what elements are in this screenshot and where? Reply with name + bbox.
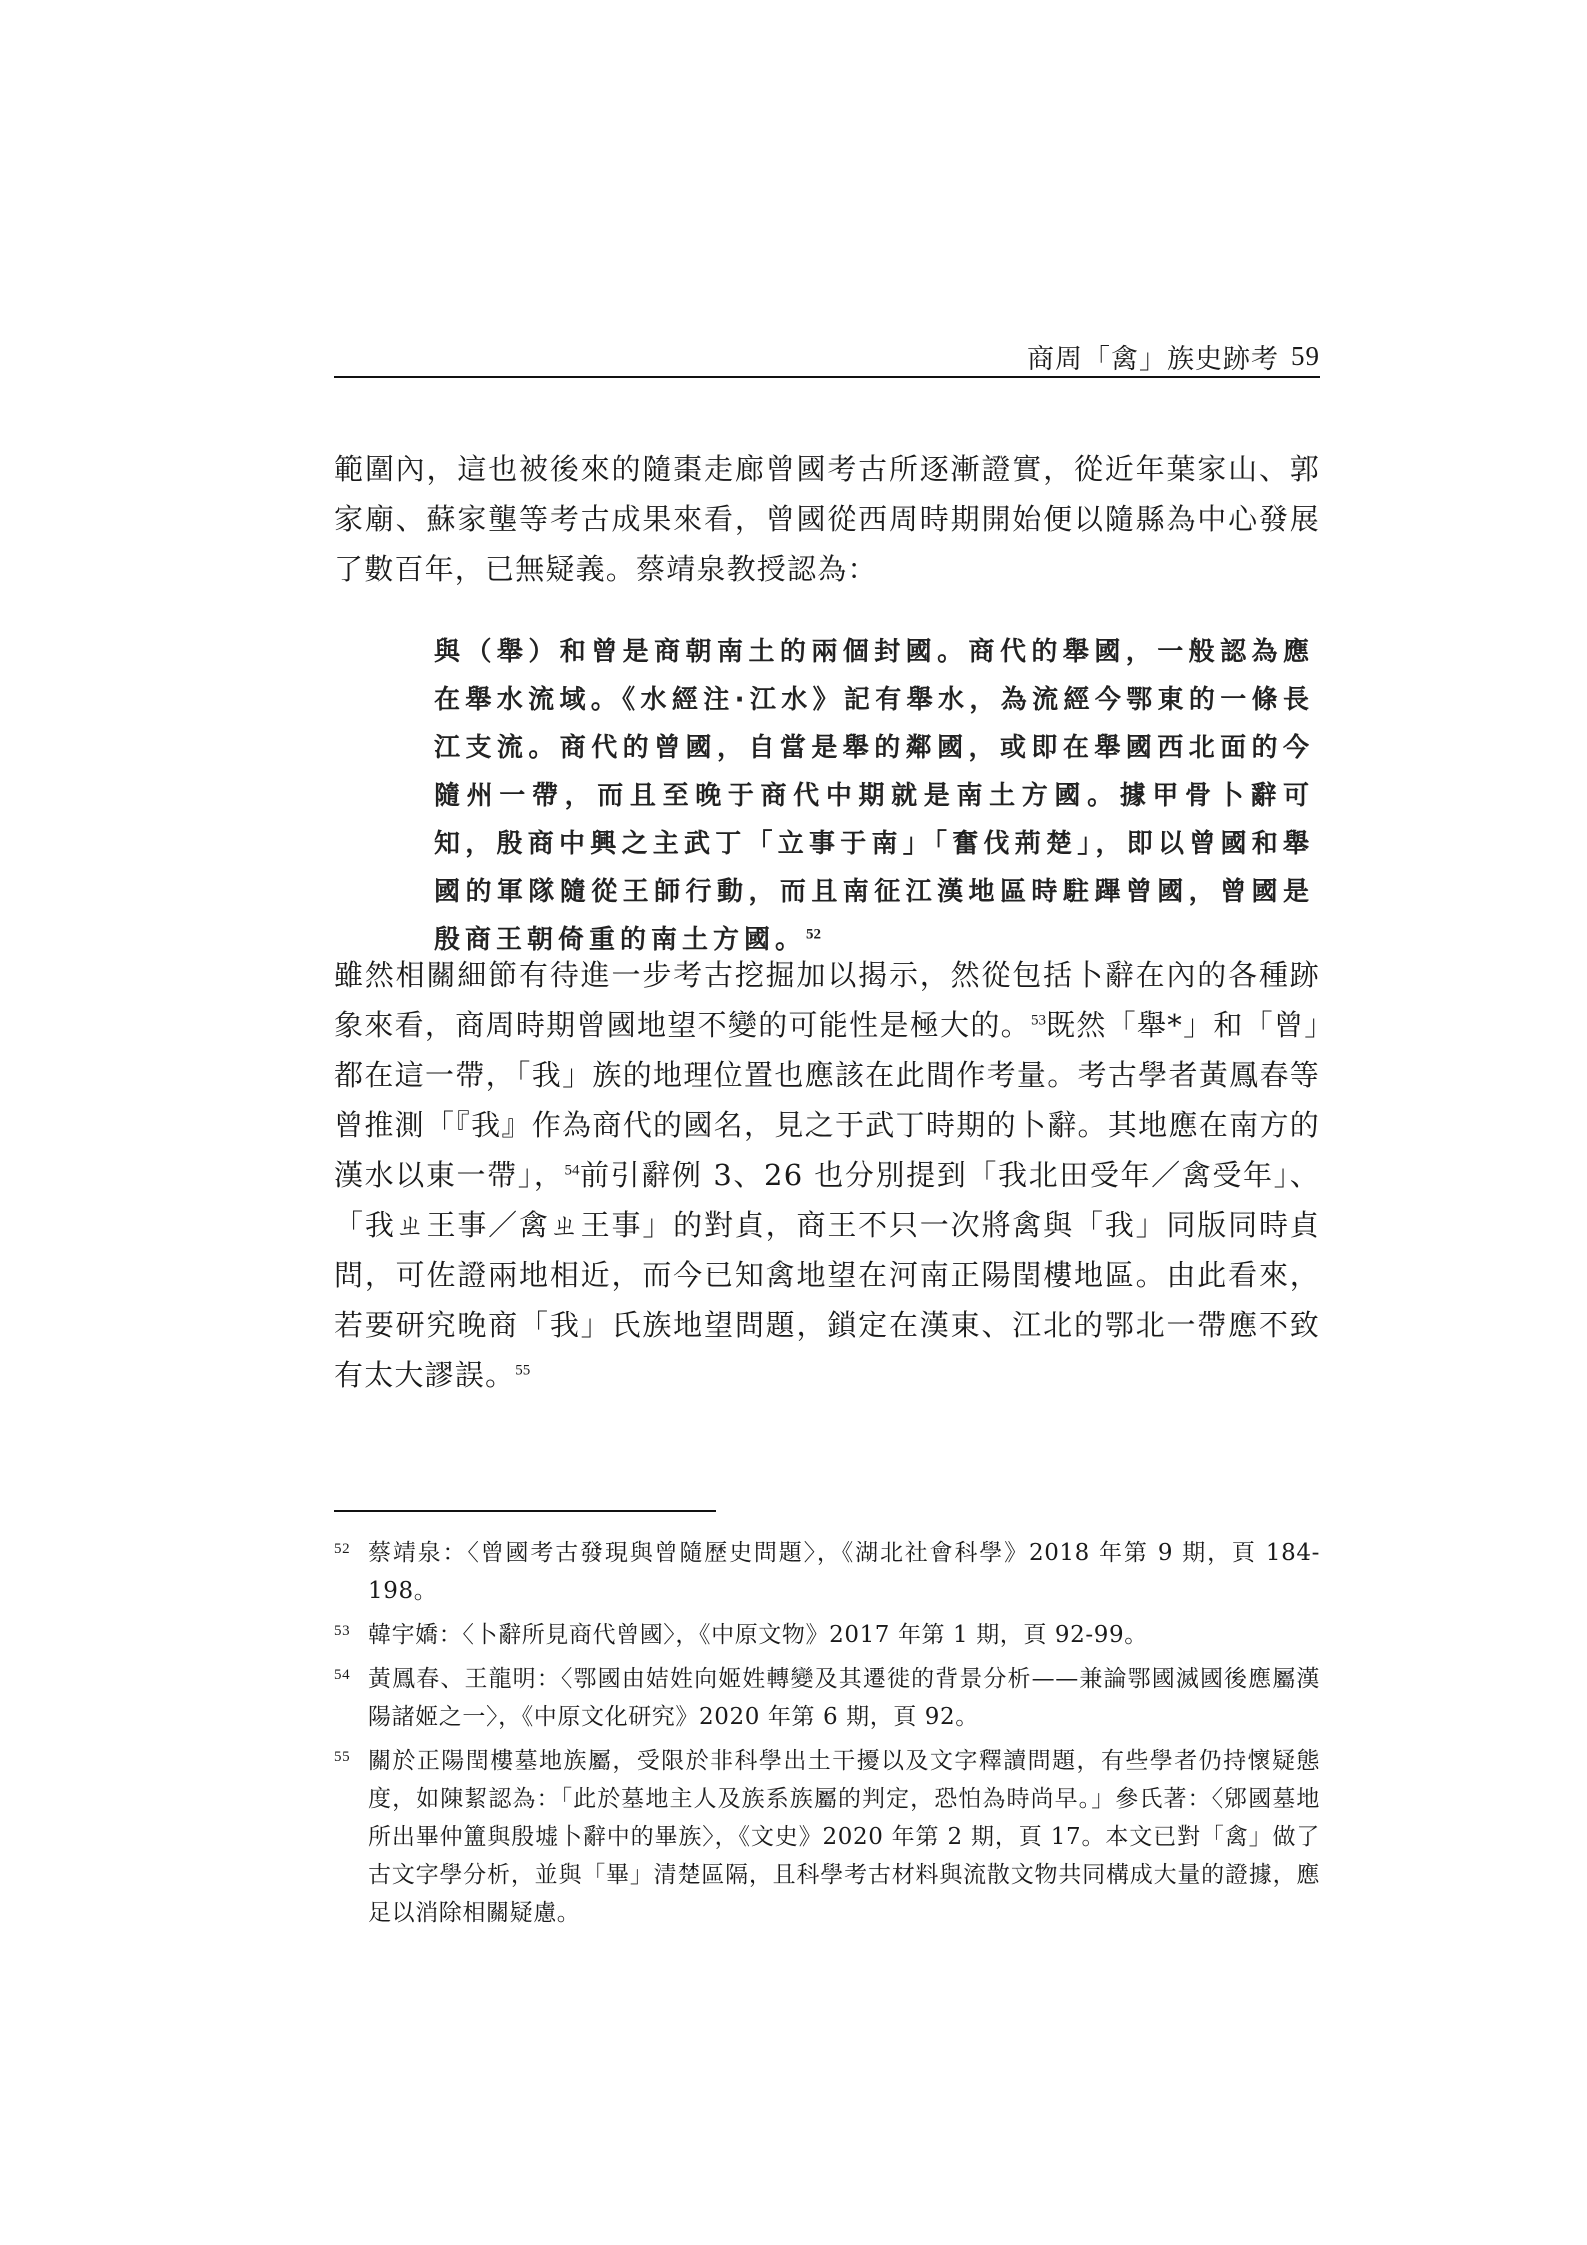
footnote-list: [334, 1534, 1320, 1938]
page-number: 59: [1291, 340, 1320, 371]
body-paragraph-2-part-c: 前引辭例 3、26 也分別提到「我北田受年／禽受年」、「我ㄓ王事／禽ㄓ王事」的對貞，商王不只一次將禽與「我」同版同時貞問，可佐證兩地相近，而今已知禽地望在河南正陽閏樓地區。由此看來，若要研究晚商「我」氏族地望問題，鎖定在漢東、江北的鄂北一帶應不致有太大謬誤。: [334, 1158, 1320, 1392]
footnote-text: 蔡靖泉：〈曾國考古發現與曾隨歷史問題〉，《湖北社會科學》2018 年第 9 期，頁 184-198。: [368, 1540, 1320, 1604]
footnote-text: 關於正陽閏樓墓地族屬，受限於非科學出土干擾以及文字釋讀問題，有些學者仍持懷疑態度，如陳絜認為：「此於墓地主人及族系族屬的判定，恐怕為時尚早。」參氏著：〈郳國墓地所出畢仲簠與殷墟卜辭中的畢族〉，《文史》2020 年第 2 期，頁 17。本文已對「禽」做了古文字學分析，並與「畢」清楚區隔，且科學考古材料與流散文物共同構成大量的證據，應足以消除相關疑慮。: [368, 1748, 1320, 1926]
running-header: [334, 336, 1320, 376]
footnote-number: 52: [334, 1541, 351, 1557]
footnote-number: 53: [334, 1623, 351, 1639]
running-title: 商周「禽」族史跡考: [1027, 343, 1279, 375]
footnote-ref-54[interactable]: 54: [564, 1162, 580, 1179]
footnote-rule: [334, 1510, 716, 1512]
body-paragraph-2-part-a: 雖然相關細節有待進一步考古挖掘加以揭示，然從包括卜辭在內的各種跡象來看，商周時期曾國地望不變的可能性是極大的。: [334, 958, 1320, 1042]
footnote-ref-55[interactable]: 55: [515, 1362, 531, 1379]
footnote-55: [334, 1742, 1320, 1932]
body-paragraph-1: 範圍內，這也被後來的隨棗走廊曾國考古所逐漸證實，從近年葉家山、郭家廟、蘇家壟等考古成果來看，曾國從西周時期開始便以隨縣為中心發展了數百年，已無疑義。蔡靖泉教授認為：: [334, 452, 1320, 586]
footnote-52: [334, 1534, 1320, 1610]
block-quote-text: 與（舉）和曾是商朝南土的兩個封國。商代的舉國，一般認為應在舉水流域。《水經注·江水》記有舉水，為流經今鄂東的一條長江支流。商代的曾國，自當是舉的鄰國，或即在舉國西北面的今隨州一帶，而且至晚于商代中期就是南土方國。據甲骨卜辭可知，殷商中興之主武丁「立事于南」「奮伐荊楚」，即以曾國和舉國的軍隊隨從王師行動，而且南征江漢地區時駐蹕曾國，曾國是殷商王朝倚重的南土方國。: [434, 637, 1314, 955]
footnote-number: 54: [334, 1667, 351, 1683]
footnote-54: [334, 1660, 1320, 1736]
body-paragraph-2: [334, 950, 1320, 1400]
footnote-ref-53[interactable]: 53: [1030, 1012, 1046, 1029]
footnote-text: 黃鳳春、王龍明：〈鄂國由姞姓向姬姓轉變及其遷徙的背景分析——兼論鄂國滅國後應屬漢陽諸姬之一〉，《中原文化研究》2020 年第 6 期，頁 92。: [368, 1666, 1320, 1730]
footnote-ref-52[interactable]: 52: [806, 926, 822, 943]
footnote-53: [334, 1616, 1320, 1654]
header-rule: [334, 376, 1320, 378]
block-quote: [434, 628, 1314, 964]
footnote-number: 55: [334, 1749, 351, 1765]
footnote-text: 韓宇嬌：〈卜辭所見商代曾國〉，《中原文物》2017 年第 1 期，頁 92-99。: [368, 1622, 1148, 1648]
body-paragraph-2-part-b: 既然「舉*」和「曾」都在這一帶，「我」族的地理位置也應該在此間作考量。考古學者黃鳳春等曾推測「『我』作為商代的國名，見之于武丁時期的卜辭。其地應在南方的漢水以東一帶」，: [334, 1008, 1320, 1192]
